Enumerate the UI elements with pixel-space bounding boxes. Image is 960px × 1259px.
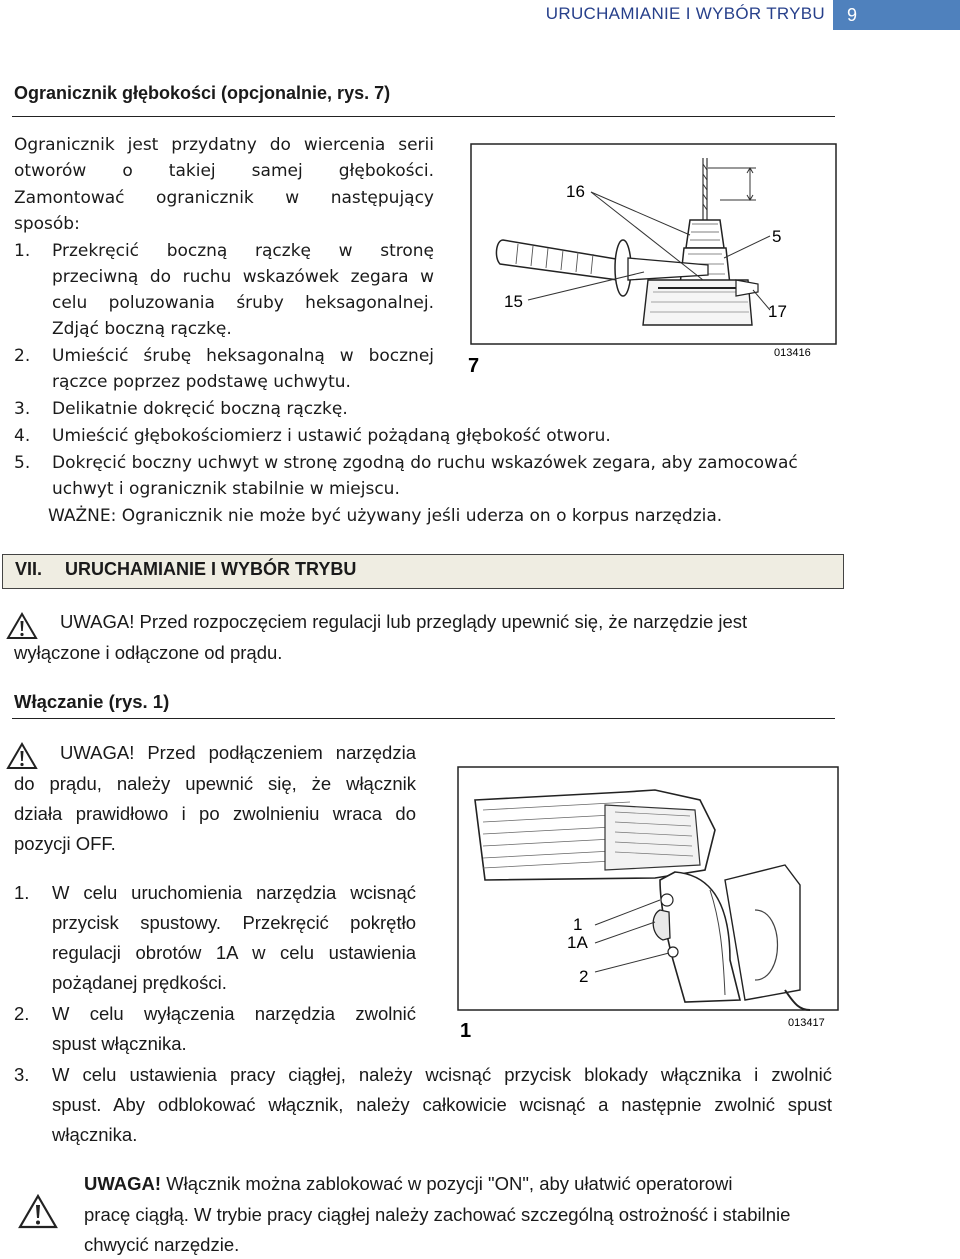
switch-step-1-line-3: regulacji obrotów 1A w celu ustawienia — [52, 942, 416, 963]
running-header: URUCHAMIANIE I WYBÓR TRYBU — [545, 4, 825, 23]
callout-17: 17 — [768, 302, 787, 321]
warning-1-line-1: UWAGA! Przed rozpoczęciem regulacji lub przeglądy upewnić się, że narzędzie jest — [60, 611, 748, 632]
warning-1-line-2: wyłączone i odłączone od prądu. — [14, 642, 283, 663]
warning-2-line-3: działa prawidłowo i po zwolnieniu wraca do — [14, 803, 416, 824]
callout-15: 15 — [504, 292, 523, 311]
warning-icon — [18, 1194, 58, 1230]
warning-3-line-1 — [84, 1170, 733, 1198]
step-1-line-1: Przekręcić boczną rączkę w stronę — [52, 241, 434, 261]
callout-5: 5 — [772, 227, 782, 246]
step-2-line-1: Umieścić śrubę heksagonalną w bocznej — [52, 346, 434, 366]
step-1-line-2: przeciwną do ruchu wskazówek zegara w — [52, 267, 434, 287]
callout-16: 16 — [566, 182, 585, 201]
warning-3-line-3: chwycić narzędzie. — [84, 1234, 240, 1255]
step-number: 3. — [14, 1064, 30, 1085]
figure-number: 7 — [468, 355, 480, 377]
warning-3-label: UWAGA! — [84, 1173, 162, 1194]
figure-number: 1 — [460, 1020, 472, 1042]
callout-1A: 1A — [567, 933, 588, 952]
step-5-line-2: uchwyt i ogranicznik stabilnie w miejscu. — [52, 479, 400, 499]
switch-step-3-line-3: włącznika. — [52, 1124, 138, 1145]
step-number: 2. — [14, 1003, 30, 1024]
switch-step-2-line-1: W celu wyłączenia narzędzia zwolnić — [52, 1003, 416, 1024]
step-1-line-4: Zdjąć boczną rączkę. — [52, 319, 232, 339]
heading-rule — [12, 718, 835, 719]
switch-step-1-line-1: W celu uruchomienia narzędzia wcisnąć — [52, 882, 416, 903]
step-4-text: Umieścić głębokościomierz i ustawić pożądaną głębokość otworu. — [52, 426, 611, 446]
heading-rule — [12, 116, 835, 117]
switch-step-1-line-4: pożądanej prędkości. — [52, 972, 227, 993]
figure-code: 013417 — [788, 1017, 825, 1029]
warning-icon — [6, 742, 38, 770]
callout-1: 1 — [573, 915, 583, 934]
intro-line-1: Ogranicznik jest przydatny do wiercenia serii — [14, 135, 434, 155]
step-number: 4. — [14, 426, 31, 446]
switch-step-3-line-2: spust. Aby odblokować włącznik, należy całkowicie wcisnąć a następnie zwolnić spust — [52, 1094, 832, 1115]
switch-step-2-line-2: spust włącznika. — [52, 1033, 187, 1054]
important-note: WAŻNE: Ogranicznik nie może być używany jeśli uderza on o korpus narzędzia. — [48, 506, 723, 526]
figure-7-depth-stop-illustration — [458, 140, 838, 380]
step-number: 2. — [14, 346, 31, 366]
step-number: 1. — [14, 241, 31, 261]
section-heading-box — [2, 554, 844, 589]
figure-code: 013416 — [774, 347, 811, 359]
step-3-text: Delikatnie dokręcić boczną rączkę. — [52, 399, 348, 419]
warning-2-line-2: do prądu, należy upewnić się, że włącznik — [14, 773, 416, 794]
page-number: 9 — [847, 5, 858, 25]
step-number: 5. — [14, 453, 31, 473]
warning-3-text: Włącznik można zablokować w pozycji "ON", aby ułatwić operatorowi — [166, 1173, 733, 1194]
intro-line-4: sposób: — [14, 214, 80, 234]
step-number: 1. — [14, 882, 30, 903]
warning-2-line-1: UWAGA! Przed podłączeniem narzędzia — [60, 742, 416, 763]
step-5-line-1: Dokręcić boczny uchwyt w stronę zgodną do ruchu wskazówek zegara, aby zamocować — [52, 453, 798, 473]
step-2-line-2: rączce poprzez podstawę uchwytu. — [52, 372, 351, 392]
switching-heading: Włączanie (rys. 1) — [14, 691, 170, 712]
page-number-tab — [833, 0, 960, 30]
intro-line-3: Zamontować ogranicznik w następujący — [14, 188, 434, 208]
section-title: URUCHAMIANIE I WYBÓR TRYBU — [65, 559, 357, 579]
switch-step-3-line-1: W celu ustawienia pracy ciągłej, należy wcisnąć przycisk blokady włącznika i zwolnić — [52, 1064, 832, 1085]
warning-3-line-2: pracę ciągłą. W trybie pracy ciągłej należy zachować szczególną ostrożność i stabilnie — [84, 1204, 791, 1225]
step-1-line-3: celu poluzowania śruby heksagonalnej. — [52, 293, 434, 313]
switch-step-1-line-2: przycisk spustowy. Przekręcić pokrętło — [52, 912, 416, 933]
intro-line-2: otworów o takiej samej głębokości. — [14, 161, 434, 181]
step-number: 3. — [14, 399, 31, 419]
figure-1-switch-illustration — [455, 760, 840, 1042]
callout-2: 2 — [579, 967, 589, 986]
warning-icon — [6, 612, 38, 640]
section-number: VII. — [15, 559, 43, 579]
depth-stop-heading: Ogranicznik głębokości (opcjonalnie, rys. 7) — [14, 83, 391, 103]
warning-2-line-4: pozycji OFF. — [14, 833, 116, 854]
